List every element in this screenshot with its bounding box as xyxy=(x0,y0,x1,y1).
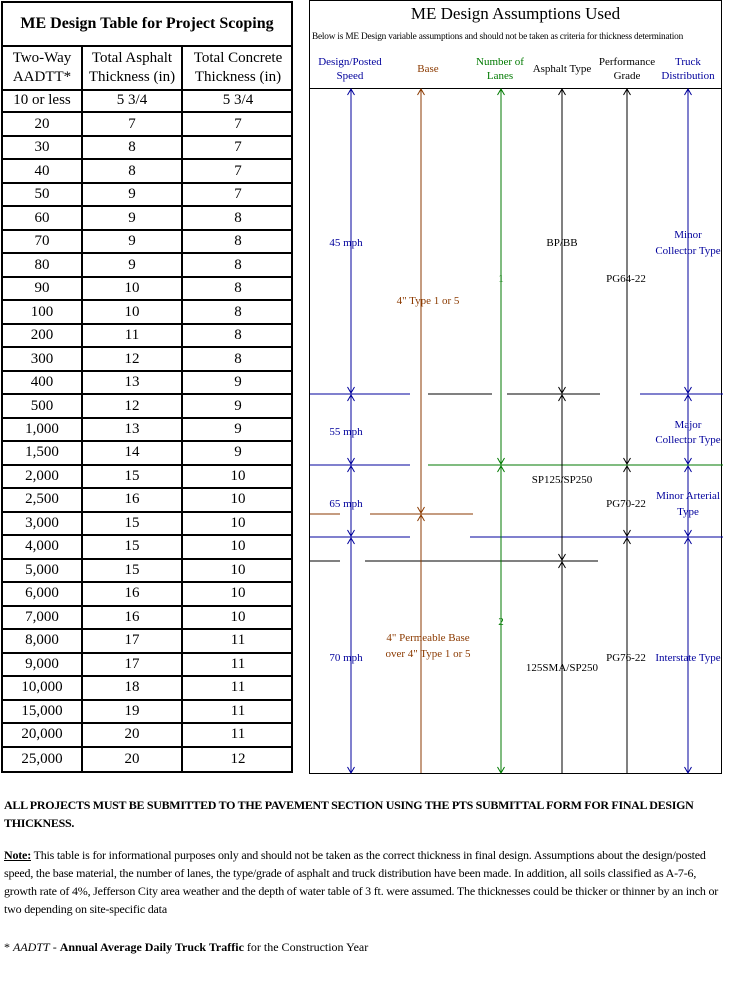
cell-asphalt: 8 xyxy=(128,139,136,156)
cell-asphalt: 18 xyxy=(124,679,140,696)
cell-aadtt: 90 xyxy=(34,280,50,297)
cell-asphalt: 16 xyxy=(124,491,140,508)
cell-concrete: 8 xyxy=(234,303,242,320)
cell-aadtt: 80 xyxy=(34,256,50,273)
cell-aadtt: 20 xyxy=(34,115,50,132)
submittal-notice: ALL PROJECTS MUST BE SUBMITTED TO THE PAVEMENT SECTION USING THE PTS SUBMITTAL FORM FOR FINAL DESIGN THICKNESS. xyxy=(4,798,694,830)
assumption-label: SP125/SP250 xyxy=(531,474,593,486)
assumption-label: 55 mph xyxy=(329,426,363,438)
table-row xyxy=(3,90,291,113)
cell-asphalt: 17 xyxy=(124,632,140,649)
assumption-label: Collector Type xyxy=(655,434,721,446)
cell-aadtt: 300 xyxy=(30,350,54,367)
table-row xyxy=(3,419,291,442)
cell-aadtt: 1,500 xyxy=(25,444,59,461)
cell-asphalt: 5 3/4 xyxy=(116,92,148,109)
cell-aadtt: 50 xyxy=(34,186,50,203)
cell-aadtt: 1,000 xyxy=(25,420,59,437)
cell-asphalt: 17 xyxy=(124,655,140,672)
cell-asphalt: 10 xyxy=(124,280,140,297)
column-header: Performance Grade xyxy=(598,56,656,82)
assumption-label: Collector Type xyxy=(655,245,721,257)
cell-asphalt: 15 xyxy=(124,514,140,531)
cell-concrete: 7 xyxy=(234,139,242,156)
cell-asphalt: 14 xyxy=(124,444,140,461)
cell-asphalt: 9 xyxy=(128,233,136,250)
cell-asphalt: 13 xyxy=(124,420,140,437)
note-label: Note: xyxy=(4,848,31,862)
table-row xyxy=(3,701,291,724)
cell-concrete: 8 xyxy=(234,350,242,367)
table-row xyxy=(3,301,291,324)
cell-aadtt: 9,000 xyxy=(25,655,59,672)
table-row xyxy=(3,184,291,207)
table-row xyxy=(3,231,291,254)
assumption-label: 70 mph xyxy=(329,652,363,664)
cell-concrete: 8 xyxy=(234,209,242,226)
cell-aadtt: 4,000 xyxy=(25,538,59,555)
cell-aadtt: 2,000 xyxy=(25,467,59,484)
cell-concrete: 7 xyxy=(234,115,242,132)
table-row xyxy=(3,325,291,348)
cell-asphalt: 16 xyxy=(124,585,140,602)
table-title: ME Design Table for Project Scoping xyxy=(3,3,291,47)
cell-aadtt: 2,500 xyxy=(25,491,59,508)
cell-concrete: 8 xyxy=(234,327,242,344)
table-row xyxy=(3,160,291,183)
cell-aadtt: 400 xyxy=(30,374,54,391)
column-header: Base xyxy=(417,63,439,75)
scoping-table xyxy=(1,1,293,773)
table-row xyxy=(3,677,291,700)
cell-aadtt: 6,000 xyxy=(25,585,59,602)
column-header: Number of Lanes xyxy=(476,56,524,82)
column-header: Asphalt Type xyxy=(532,63,592,75)
cell-aadtt: 25,000 xyxy=(21,750,63,767)
assumption-label: over 4" Type 1 or 5 xyxy=(385,648,471,660)
header-concrete: Total Concrete Thickness (in) xyxy=(193,49,283,85)
table-row xyxy=(3,137,291,160)
assumption-label: 2 xyxy=(498,616,504,628)
assumption-label: PG76-22 xyxy=(606,652,646,664)
table-row xyxy=(3,513,291,536)
cell-concrete: 8 xyxy=(234,280,242,297)
cell-aadtt: 7,000 xyxy=(25,608,59,625)
cell-concrete: 8 xyxy=(234,233,242,250)
table-row xyxy=(3,630,291,653)
cell-concrete: 10 xyxy=(230,491,246,508)
cell-concrete: 9 xyxy=(234,420,242,437)
assumption-label: 4" Permeable Base xyxy=(386,632,470,644)
cell-aadtt: 20,000 xyxy=(21,726,63,743)
cell-asphalt: 20 xyxy=(124,750,140,767)
cell-concrete: 11 xyxy=(230,679,246,696)
header-aadtt: Two-Way AADTT* xyxy=(12,49,72,85)
assumption-label: Minor Arterial xyxy=(656,490,720,502)
cell-aadtt: 5,000 xyxy=(25,561,59,578)
cell-aadtt: 100 xyxy=(30,303,54,320)
cell-aadtt: 10 or less xyxy=(13,92,71,109)
note-paragraph xyxy=(4,846,724,918)
cell-aadtt: 70 xyxy=(34,233,50,250)
design-assumptions-panel xyxy=(309,0,722,774)
assumptions-title: ME Design Assumptions Used xyxy=(410,4,621,23)
table-row xyxy=(3,113,291,136)
assumption-label: 65 mph xyxy=(329,498,363,510)
assumption-label: PG70-22 xyxy=(606,498,646,510)
assumptions-subtitle: Below is ME Design variable assumptions and should not be taken as criteria for thickness determination xyxy=(312,32,684,42)
cell-aadtt: 30 xyxy=(34,139,50,156)
table-row xyxy=(3,348,291,371)
cell-concrete: 10 xyxy=(230,467,246,484)
table-header-row xyxy=(3,46,291,91)
header-asphalt: Total Asphalt Thickness (in) xyxy=(88,49,176,85)
cell-aadtt: 3,000 xyxy=(25,514,59,531)
cell-aadtt: 10,000 xyxy=(21,679,63,696)
cell-asphalt: 16 xyxy=(124,608,140,625)
cell-aadtt: 8,000 xyxy=(25,632,59,649)
cell-asphalt: 9 xyxy=(128,209,136,226)
cell-asphalt: 12 xyxy=(124,350,140,367)
cell-asphalt: 9 xyxy=(128,186,136,203)
cell-asphalt: 15 xyxy=(124,467,140,484)
table-row xyxy=(3,607,291,630)
cell-aadtt: 60 xyxy=(34,209,50,226)
cell-concrete: 11 xyxy=(230,702,246,719)
assumption-label: PG64-22 xyxy=(606,273,646,285)
table-row xyxy=(3,560,291,583)
cell-asphalt: 20 xyxy=(124,726,140,743)
table-row xyxy=(3,372,291,395)
cell-aadtt: 500 xyxy=(30,397,54,414)
table-row xyxy=(3,536,291,559)
cell-concrete: 7 xyxy=(234,186,242,203)
cell-concrete: 11 xyxy=(230,655,246,672)
column-header: Truck Distribution xyxy=(661,56,715,82)
assumption-label: Major xyxy=(674,419,702,431)
aadtt-footnote: * AADTT - Annual Average Daily Truck Traffic for the Construction Year xyxy=(4,940,369,954)
table-row xyxy=(3,207,291,230)
table-row xyxy=(3,724,291,747)
table-row xyxy=(3,748,291,771)
cell-concrete: 10 xyxy=(230,585,246,602)
cell-asphalt: 8 xyxy=(128,162,136,179)
assumptions-diagram xyxy=(310,1,723,775)
assumption-label: Type xyxy=(677,506,699,518)
table-row xyxy=(3,654,291,677)
cell-concrete: 11 xyxy=(230,726,246,743)
cell-asphalt: 7 xyxy=(128,115,136,132)
table-row xyxy=(3,395,291,418)
cell-asphalt: 19 xyxy=(124,702,140,719)
cell-concrete: 9 xyxy=(234,444,242,461)
cell-aadtt: 200 xyxy=(30,327,54,344)
cell-concrete: 9 xyxy=(234,397,242,414)
cell-concrete: 5 3/4 xyxy=(222,92,254,109)
cell-concrete: 10 xyxy=(230,538,246,555)
cell-asphalt: 13 xyxy=(124,374,140,391)
cell-concrete: 12 xyxy=(230,750,246,767)
footnote-term: Annual Average Daily Truck Traffic xyxy=(59,940,244,954)
table-row xyxy=(3,254,291,277)
table-row xyxy=(3,489,291,512)
cell-asphalt: 12 xyxy=(124,397,140,414)
assumption-label: Interstate Type xyxy=(655,652,721,664)
table-row xyxy=(3,278,291,301)
cell-concrete: 11 xyxy=(230,632,246,649)
footnote-abbr: AADTT xyxy=(13,940,50,954)
cell-concrete: 8 xyxy=(234,256,242,273)
assumption-label: 4" Type 1 or 5 xyxy=(396,295,460,307)
assumption-label: 1 xyxy=(498,273,504,285)
cell-concrete: 10 xyxy=(230,561,246,578)
assumption-label: 45 mph xyxy=(329,237,363,249)
table-row xyxy=(3,466,291,489)
cell-asphalt: 15 xyxy=(124,561,140,578)
cell-concrete: 9 xyxy=(234,374,242,391)
cell-aadtt: 15,000 xyxy=(21,702,63,719)
assumption-label: 125SMA/SP250 xyxy=(525,662,599,674)
cell-concrete: 10 xyxy=(230,608,246,625)
cell-asphalt: 10 xyxy=(124,303,140,320)
cell-concrete: 10 xyxy=(230,514,246,531)
notes-section xyxy=(4,796,724,956)
table-row xyxy=(3,442,291,465)
assumption-label: Minor xyxy=(674,229,702,241)
table-row xyxy=(3,583,291,606)
cell-aadtt: 40 xyxy=(34,162,50,179)
column-divider xyxy=(181,46,183,771)
assumption-label: BP/BB xyxy=(546,237,578,249)
cell-asphalt: 9 xyxy=(128,256,136,273)
column-divider xyxy=(81,46,83,771)
column-header: Design/Posted Speed xyxy=(318,56,382,82)
cell-asphalt: 11 xyxy=(124,327,140,344)
note-text: This table is for informational purposes only and should not be taken as the correct thickness in final design. Assumptions about the design/posted speed, the base material, the number of lanes, the type/grade of asphalt and truck distribution have been made. In addition, all soils classified as A-7-6, growth rate of 4%, Jefferson City area weather and the depth of water table of 3 ft. were assumed. The thicknesses could be thicker or thinner by an inch or two depending on site-specific data xyxy=(4,848,719,916)
cell-concrete: 7 xyxy=(234,162,242,179)
cell-asphalt: 15 xyxy=(124,538,140,555)
